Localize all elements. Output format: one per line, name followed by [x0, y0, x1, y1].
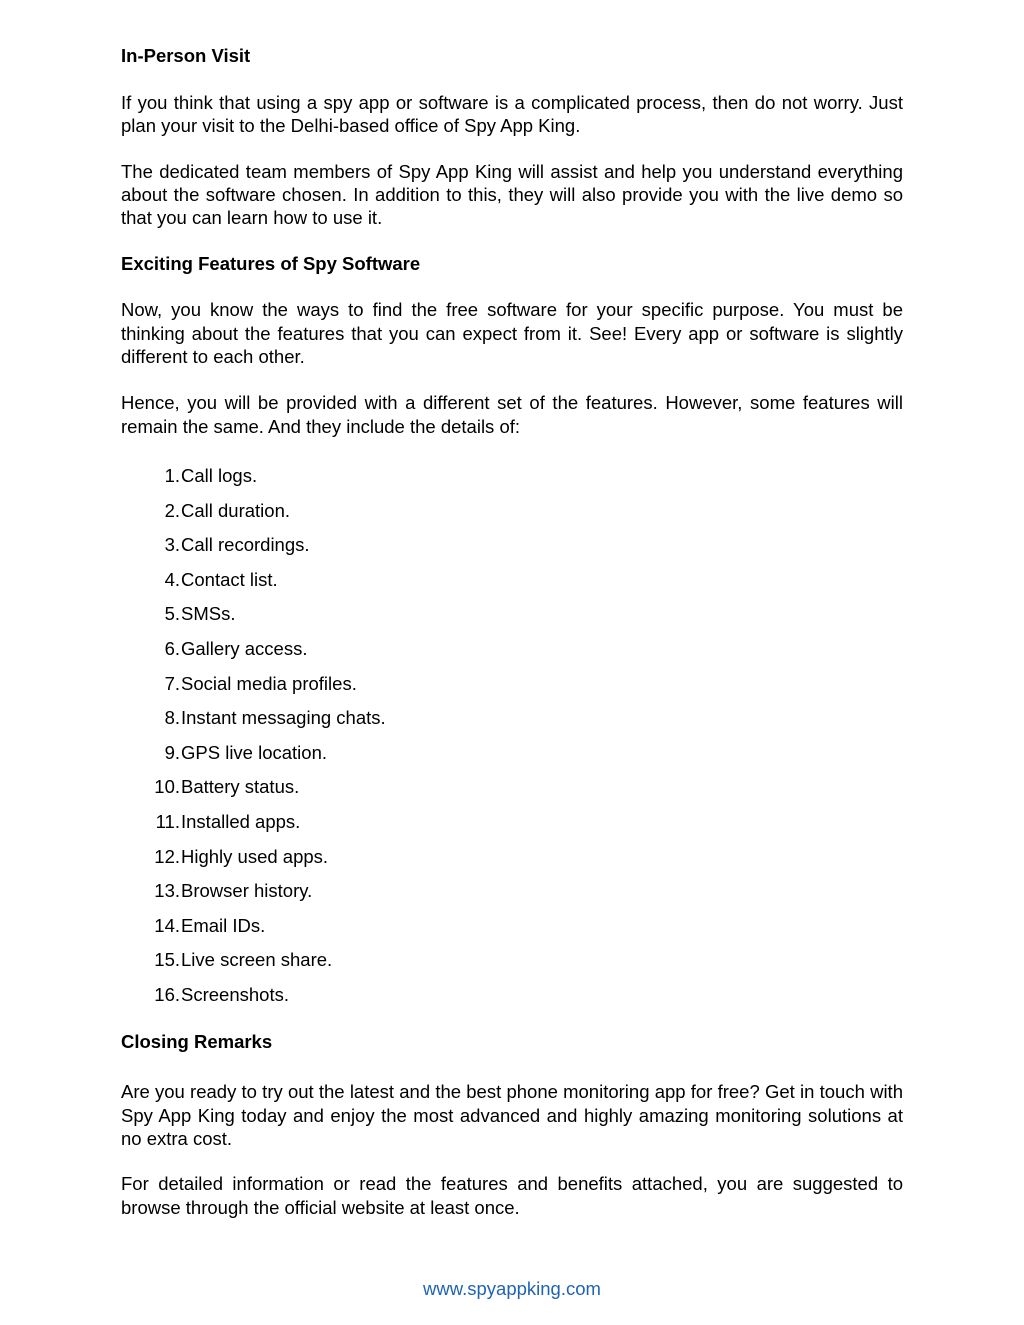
list-item-number: 4.	[164, 568, 180, 590]
list-item-number: 11.	[155, 810, 180, 832]
list-item-number: 14.	[154, 914, 180, 936]
list-item-number: 3.	[164, 534, 180, 556]
list-item	[121, 948, 903, 983]
paragraph-in-person-1: If you think that using a spy app or software is a complicated process, then do not worry. Just plan your visit to the Delhi-based office of Spy App King.	[121, 92, 903, 137]
list-item-text: Gallery access.	[181, 637, 308, 659]
list-item	[121, 568, 903, 603]
list-item-text: Instant messaging chats.	[181, 707, 386, 729]
list-item-number: 12.	[154, 845, 180, 867]
list-item-text: Call duration.	[181, 499, 291, 521]
heading-exciting-features: Exciting Features of Spy Software	[121, 253, 421, 275]
website-link[interactable]: www.spyappking.com	[423, 1278, 601, 1299]
list-item-text: Contact list.	[181, 568, 278, 590]
list-item-text: Email IDs.	[181, 914, 266, 936]
list-item	[121, 706, 903, 741]
list-item-number: 7.	[164, 672, 180, 694]
list-item-number: 13.	[154, 880, 180, 902]
list-item-number: 10.	[154, 776, 180, 798]
paragraph-closing-1: Are you ready to try out the latest and the best phone monitoring app for free? Get in touch with Spy App King today and enjoy the most advanced and highly amazing monitoring solutions at no extra cost.	[121, 1081, 903, 1150]
list-item-text: Call logs.	[181, 464, 258, 486]
page-footer	[0, 1277, 1024, 1300]
list-item	[121, 879, 903, 914]
list-item	[121, 464, 903, 499]
paragraph-features-1: Now, you know the ways to find the free software for your specific purpose. You must be thinking about the features that you can expect from it. See! Every app or software is slightly different to each other.	[121, 299, 903, 368]
list-item	[121, 637, 903, 672]
list-item-number: 6.	[164, 637, 180, 659]
list-item-text: Call recordings.	[181, 534, 310, 556]
document-page	[121, 44, 903, 1219]
list-item-text: Battery status.	[181, 776, 300, 798]
list-item-text: Live screen share.	[181, 949, 333, 971]
list-item	[121, 499, 903, 534]
paragraph-closing-2: For detailed information or read the features and benefits attached, you are suggested to browse through the official website at least once.	[121, 1173, 903, 1218]
list-item	[121, 672, 903, 707]
list-item-number: 5.	[164, 603, 180, 625]
list-item-text: Installed apps.	[181, 810, 301, 832]
list-item	[121, 775, 903, 810]
list-item	[121, 741, 903, 776]
paragraph-in-person-2: The dedicated team members of Spy App King will assist and help you understand everything about the software chosen. In addition to this, they will also provide you with the live demo so that you can learn how to use it.	[121, 160, 903, 229]
feature-list	[121, 464, 903, 1018]
list-item-text: Highly used apps.	[181, 845, 329, 867]
heading-in-person-visit: In-Person Visit	[121, 45, 251, 66]
list-item	[121, 914, 903, 949]
paragraph-features-2: Hence, you will be provided with a different set of the features. However, some features will remain the same. And they include the details of:	[121, 392, 903, 437]
list-item-number: 2.	[164, 499, 180, 521]
list-item-number: 15.	[154, 949, 180, 971]
list-item	[121, 810, 903, 845]
list-item-text: Social media profiles.	[181, 672, 357, 694]
list-item	[121, 983, 903, 1018]
list-item	[121, 533, 903, 568]
list-item-text: SMSs.	[181, 603, 236, 625]
list-item-number: 1.	[164, 464, 180, 486]
list-item-text: Browser history.	[181, 880, 313, 902]
list-item-text: Screenshots.	[181, 983, 289, 1005]
list-item-number: 16.	[154, 983, 180, 1005]
list-item-text: GPS live location.	[181, 741, 328, 763]
list-item-number: 9.	[164, 741, 180, 763]
heading-closing-remarks: Closing Remarks	[121, 1031, 273, 1053]
list-item	[121, 602, 903, 637]
list-item	[121, 845, 903, 880]
list-item-number: 8.	[164, 707, 180, 729]
